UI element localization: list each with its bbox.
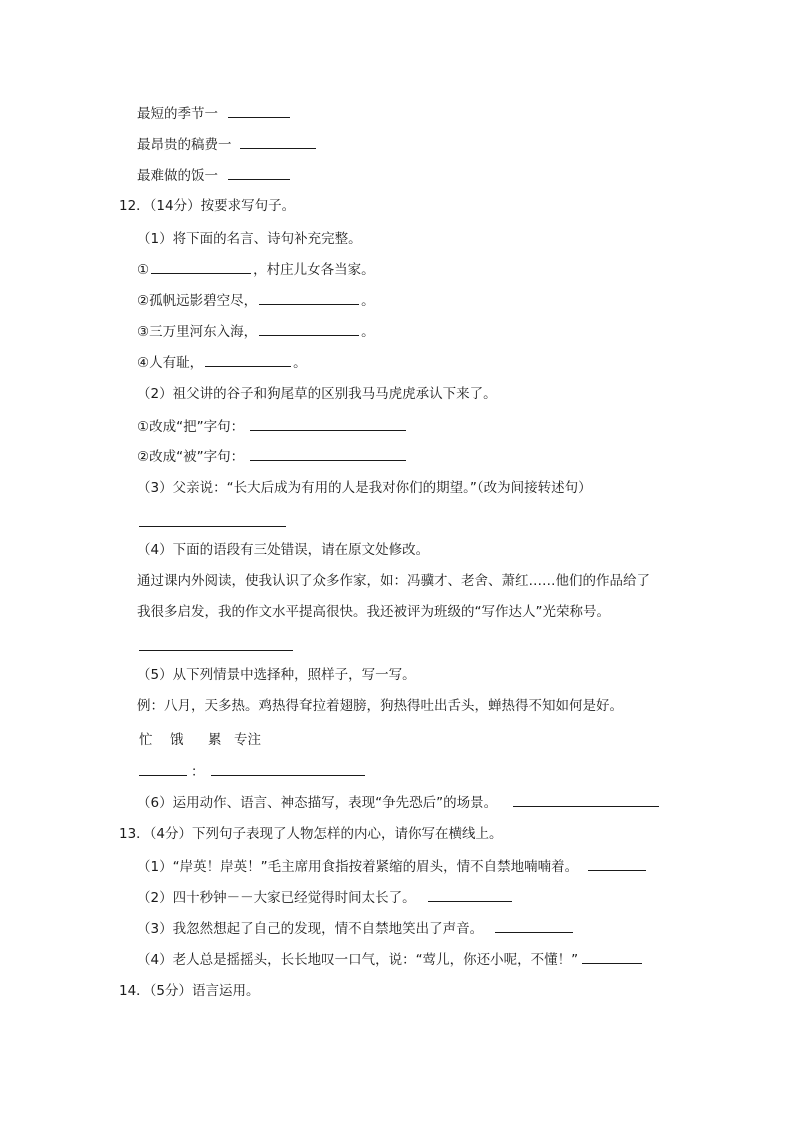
q12-p2-a: ①改成“把”字句：: [137, 417, 408, 436]
answer-blank[interactable]: [211, 762, 365, 776]
answer-line[interactable]: [139, 526, 286, 527]
q12-p1-item2: ②孤帆远影碧空尽， 。: [137, 293, 375, 309]
q12-p4-passage-line1: 通过课内外阅读，使我认识了众多作家，如：冯骥才、老舍、萧红……他们的作品给了: [137, 573, 650, 589]
answer-blank[interactable]: [259, 322, 359, 336]
prev-item-2-text: 最昂贵的稿费一: [137, 137, 232, 153]
q12-p5-answer-row: ：: [139, 762, 367, 781]
answer-blank[interactable]: [228, 166, 290, 180]
answer-blank[interactable]: [139, 762, 187, 776]
q12-p5-option-3: 累: [208, 732, 222, 748]
q12-p1-item4: ④人有耻， 。: [137, 355, 307, 371]
answer-blank[interactable]: [428, 888, 512, 902]
prev-item-1: [137, 104, 292, 123]
q13-item-4: （4）老人总是摇摇头，长长地叹一口气，说：“莺儿，你还小呢，不懂！”: [137, 950, 644, 969]
prev-item-2: [137, 135, 318, 154]
answer-blank[interactable]: [151, 260, 251, 274]
prev-item-3-text: 最难做的饭一: [137, 168, 218, 184]
prev-item-3: [137, 166, 292, 185]
prev-item-1-text: 最短的季节一: [137, 106, 218, 122]
q13-title: 13．（4分）下列句子表现了人物怎样的内心，请你写在横线上。: [119, 826, 503, 842]
q12-p1-instruction: （1）将下面的名言、诗句补充完整。: [137, 231, 362, 247]
q12-p4-passage-line2: 我很多启发，我的作文水平提高很快。我还被评为班级的“写作达人”光荣称号。: [137, 604, 610, 620]
answer-blank[interactable]: [495, 919, 573, 933]
q14-title: 14．（5分）语言运用。: [119, 983, 260, 999]
q12-title: 12．（14分）按要求写句子。: [119, 198, 296, 214]
q12-p5-option-2: 饿: [170, 732, 184, 748]
q13-item-2: （2）四十秒钟－－大家已经觉得时间太长了。: [137, 888, 514, 907]
q12-p5-option-1: 忙: [139, 732, 153, 748]
answer-blank[interactable]: [588, 857, 646, 871]
answer-blank[interactable]: [513, 793, 659, 807]
q12-p4-instruction: （4）下面的语段有三处错误，请在原文处修改。: [137, 542, 430, 558]
q12-p6: （6）运用动作、语言、神态描写，表现“争先恐后”的场景。: [137, 793, 661, 812]
q12-p5-option-4: 专注: [234, 732, 261, 748]
q13-item-1: （1）“岸英！岸英！”毛主席用食指按着紧缩的眉头，情不自禁地喃喃着。: [137, 857, 648, 876]
answer-line[interactable]: [139, 650, 293, 651]
answer-blank[interactable]: [205, 353, 291, 367]
q13-item-3: （3）我忽然想起了自己的发现，情不自禁地笑出了声音。: [137, 919, 575, 938]
q12-p3-instruction: （3）父亲说：“长大后成为有用的人是我对你们的期望。”（改为间接转述句）: [137, 480, 592, 496]
q12-p2-b: ②改成“被”字句：: [137, 447, 408, 466]
q12-p2-instruction: （2）祖父讲的谷子和狗尾草的区别我马马虎虎承认下来了。: [137, 386, 497, 402]
answer-blank[interactable]: [250, 447, 406, 461]
answer-blank[interactable]: [259, 291, 359, 305]
q12-p1-item3: ③三万里河东入海， 。: [137, 324, 375, 340]
answer-blank[interactable]: [228, 104, 290, 118]
q12-p5-example: 例：八月，天多热。鸡热得耷拉着翅膀，狗热得吐出舌头，蝉热得不知如何是好。: [137, 698, 623, 714]
answer-blank[interactable]: [582, 950, 642, 964]
q12-p5-instruction: （5）从下列情景中选择种，照样子，写一写。: [137, 667, 416, 683]
answer-blank[interactable]: [250, 417, 406, 431]
q12-p1-item1: ① ，村庄儿女各当家。: [137, 262, 375, 278]
answer-blank[interactable]: [240, 135, 316, 149]
